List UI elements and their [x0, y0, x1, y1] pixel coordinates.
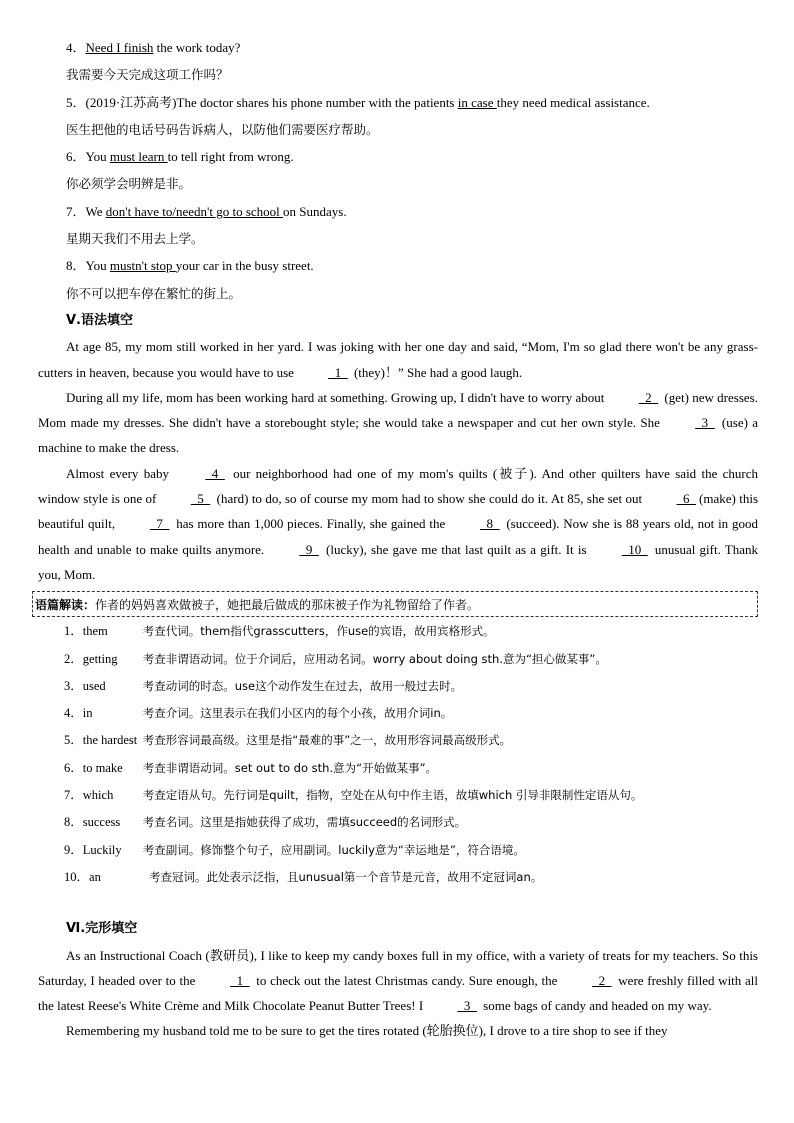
blank-10: 10	[621, 541, 648, 557]
explanation-number: 1．	[64, 624, 83, 639]
item-number: 4．	[66, 40, 86, 55]
explanation-row	[38, 700, 758, 727]
translation-sentence	[38, 198, 758, 225]
blank-3: 3	[457, 998, 477, 1014]
answer-word: Luckily	[82, 842, 122, 857]
sentence-text: the work today?	[153, 40, 241, 55]
chinese-translation: 你不可以把车停在繁忙的街上。	[66, 285, 242, 301]
explanation-number: 6．	[64, 760, 83, 775]
explanation-number: 4．	[64, 706, 83, 721]
item-number: 7．	[66, 203, 86, 219]
explanation-number: 8．	[64, 815, 83, 830]
translation-sentence	[38, 252, 758, 279]
answer-text: mustn't stop	[109, 258, 176, 274]
sentence-text: We	[85, 203, 106, 219]
explanation-row	[38, 646, 758, 673]
answer-word: to make	[82, 760, 123, 775]
answer-word: used	[82, 678, 106, 693]
explanation-number: 2．	[64, 651, 83, 666]
blank-1: 1	[230, 972, 250, 988]
chinese-translation: 医生把他的电话号码告诉病人，以防他们需要医疗帮助。	[66, 121, 379, 137]
sentence-text: they need medical assistance.	[496, 94, 650, 110]
blank-1: 1	[328, 364, 348, 380]
answer-text: don't have to/needn't go to school	[105, 203, 284, 219]
explanation-row	[38, 618, 758, 645]
blank-8: 8	[480, 516, 500, 532]
blank-6: 6	[676, 491, 696, 507]
sentence-text: on Sundays.	[283, 203, 347, 219]
explanation-number: 7．	[64, 788, 83, 803]
sentence-text: to tell right from wrong.	[167, 149, 294, 165]
sentence-text: You	[85, 149, 110, 165]
summary-text: 作者的妈妈喜欢做被子，她把最后做成的那床被子作为礼物留给了作者。	[95, 598, 480, 613]
section5-paragraph: During all my life, mom has been working hard at something. Growing up, I didn't have to worry about 2 (get) new dresses. Mom made my dresses. She didn't have a storebought style; she would take a newspaper and cut her own style. She 3 (use) a machine to make the dress.	[38, 385, 758, 461]
sentence-text: (2019·江苏高考)The doctor shares his phone number with the patients	[85, 94, 458, 110]
answer-text: must learn	[109, 149, 168, 165]
explanation-row	[38, 755, 758, 782]
section6-paragraph: As an Instructional Coach (教研员), I like to keep my candy boxes full in my office, with a variety of treats for my teachers. So this Saturday, I headed over to the 1 to check out the latest Christmas candy. Sure enough, the 2 were freshly filled with all the latest Reese's White Crème and Milk Chocolate Peanut Butter Trees! I 3 some bags of candy and headed on my way.	[38, 943, 758, 1019]
explanation-number: 3．	[64, 678, 83, 693]
sentence-text: your car in the busy street.	[175, 258, 314, 274]
explanation-row	[38, 864, 758, 891]
explanation-list	[38, 618, 758, 891]
explanation-row	[38, 837, 758, 864]
chinese-translation: 星期天我们不用去上学。	[66, 231, 204, 247]
blank-7: 7	[149, 516, 170, 532]
answer-word: which	[82, 788, 114, 803]
blank-4: 4	[205, 465, 225, 481]
section6-passage	[38, 943, 758, 1044]
chinese-translation: 我需要今天完成这项工作吗？	[66, 67, 229, 83]
explanation-text: 考查定语从句。先行词是quilt，指物，空处在从句中作主语，故填which 引导非限制性定语从句。	[142, 788, 643, 803]
answer-word: an	[89, 869, 101, 884]
blank-2: 2	[592, 972, 612, 988]
explanation-row	[38, 782, 758, 809]
explanation-number: 10．	[64, 869, 90, 884]
item-number: 6．	[66, 149, 86, 165]
explanation-text: 考查代词。them指代grasscutters，作use的宾语，故用宾格形式。	[142, 624, 495, 639]
answer-text: Need I finish	[85, 40, 154, 55]
item-number: 8．	[66, 258, 86, 274]
section5-paragraph: Almost every baby 4 our neighborhood had one of my mom's quilts (被子). And other quilters have said the church window style is one of 5 (hard) to do, so of course my mom had to show she could do it. At 85, she set out 6 (make) this beautiful quilt, 7 has more than 1,000 pieces. Finally, she gained the 8 (succeed). Now she is 88 years old, not in good health and unable to make quilts anymore. 9 (lucky), she gave me that last quilt as a gift. It is 10 unusual gift. Thank you, Mom.	[38, 461, 758, 587]
summary-label: 语篇解读：	[35, 598, 96, 613]
answer-text: in case	[457, 94, 497, 110]
explanation-text: 考查非谓语动词。set out to do sth.意为“开始做某事”。	[142, 760, 438, 775]
section5-title: Ⅴ.语法填空	[66, 312, 133, 328]
answer-word: success	[82, 815, 121, 830]
answer-word: the hardest	[82, 733, 138, 748]
explanation-row	[38, 809, 758, 836]
sentence-text: You	[85, 258, 110, 274]
answer-word: getting	[82, 651, 118, 666]
section5-passage	[38, 334, 758, 587]
summary-box	[32, 591, 758, 617]
explanation-number: 5．	[64, 733, 83, 748]
document-page	[35, 34, 758, 1044]
translation-sentence	[38, 34, 758, 61]
translation-sentence	[38, 89, 758, 116]
answer-word: them	[82, 624, 108, 639]
explanation-number: 9．	[64, 842, 83, 857]
section6-title: Ⅵ.完形填空	[66, 921, 138, 937]
explanation-text: 考查副词。修饰整个句子，应用副词。luckily意为“幸运地是”，符合语境。	[142, 842, 525, 857]
blank-9: 9	[299, 541, 319, 557]
explanation-row	[38, 727, 758, 754]
explanation-text: 考查动词的时态。use这个动作发生在过去，故用一般过去时。	[142, 678, 463, 693]
blank-5: 5	[190, 491, 211, 507]
translation-list	[38, 34, 758, 307]
section6-paragraph: Remembering my husband told me to be sure to get the tires rotated (轮胎换位), I drove to a tire shop to see if they	[66, 1023, 668, 1039]
explanation-text: 考查介词。这里表示在我们小区内的每个小孩，故用介词in。	[142, 706, 453, 721]
chinese-translation: 你必须学会明辨是非。	[66, 176, 192, 192]
section5-paragraph: At age 85, my mom still worked in her yard. I was joking with her one day and said, “Mom, I'm so glad there won't be any grasscutters in heaven, because you would have to use 1 (they)！” She had a good laugh.	[38, 334, 758, 385]
explanation-row	[38, 673, 758, 700]
explanation-text: 考查非谓语动词。位于介词后，应用动名词。worry about doing sth.意为“担心做某事”。	[142, 651, 607, 666]
blank-3: 3	[695, 415, 715, 431]
item-number: 5．	[66, 94, 86, 110]
explanation-text: 考查名词。这里是指她获得了成功，需填succeed的名词形式。	[142, 815, 467, 830]
blank-2: 2	[638, 389, 659, 405]
translation-sentence	[38, 143, 758, 170]
explanation-text: 考查形容词最高级。这里是指“最难的事”之一，故用形容词最高级形式。	[142, 733, 512, 748]
answer-word: in	[82, 706, 93, 721]
explanation-text: 考查冠词。此处表示泛指，且unusual第一个音节是元音，故用不定冠词an。	[149, 869, 543, 884]
